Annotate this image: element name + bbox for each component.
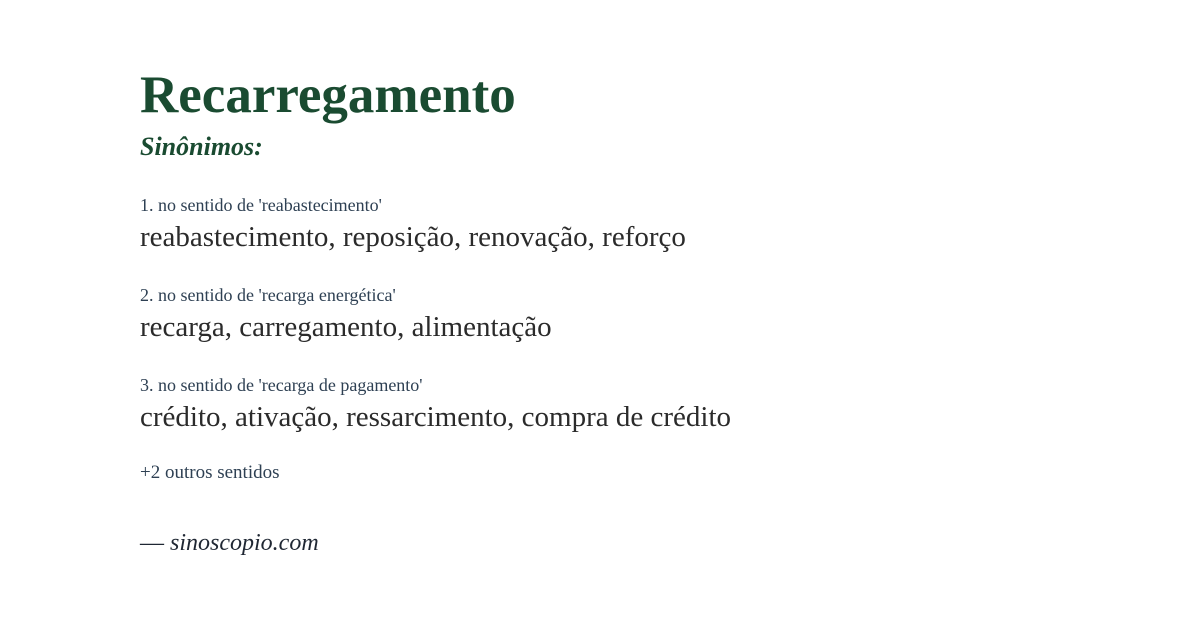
sense-item xyxy=(140,285,1140,345)
sense-label: 3. no sentido de 'recarga de pagamento' xyxy=(140,374,423,395)
attribution xyxy=(140,530,1140,557)
senses-list xyxy=(140,195,1140,435)
attribution-dash: — xyxy=(140,530,170,557)
sense-synonyms: recarga, carregamento, alimentação xyxy=(140,311,552,344)
sense-item xyxy=(140,195,1140,255)
sense-label: 2. no sentido de 'recarga energética' xyxy=(140,284,396,305)
sense-synonyms: crédito, ativação, ressarcimento, compra de crédito xyxy=(140,401,732,434)
page-title: Recarregamento xyxy=(140,66,516,124)
more-senses-link[interactable]: +2 outros sentidos xyxy=(140,462,280,484)
sense-label: 1. no sentido de 'reabastecimento' xyxy=(140,194,382,215)
attribution-source: sinoscopio.com xyxy=(170,530,319,557)
sense-synonyms: reabastecimento, reposição, renovação, reforço xyxy=(140,221,686,254)
synonyms-subtitle: Sinônimos: xyxy=(140,131,263,161)
sense-item xyxy=(140,375,1140,435)
